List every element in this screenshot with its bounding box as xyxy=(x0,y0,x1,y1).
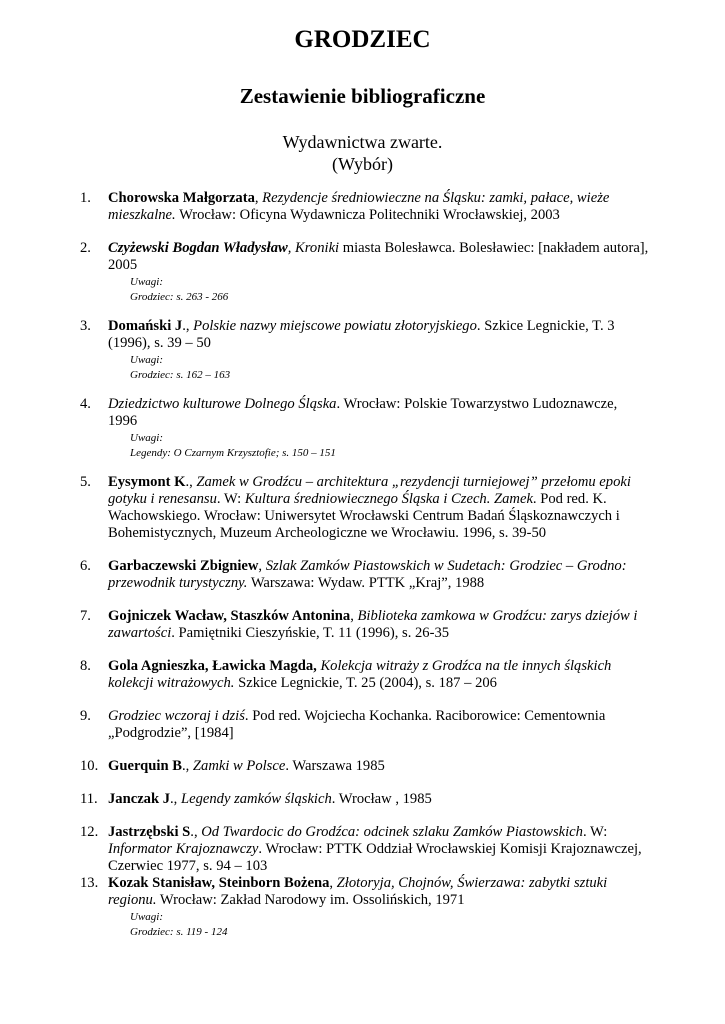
entry-number: 10. xyxy=(80,758,99,774)
entry-publication: . Pod red. Wojciecha Kochanka. Raciborowice: Cementownia „Podgrodzie”, [1984] xyxy=(108,708,606,741)
entry-note-text: Grodziec: s. 263 - 266 xyxy=(130,291,229,303)
entry-publication: Warszawa: Wydaw. PTTK „Kraj”, 1988 xyxy=(247,575,485,591)
entry-separator: ., xyxy=(190,824,202,840)
entry-author: Gola Agnieszka, Ławicka Magda, xyxy=(108,658,317,674)
entry-publication: . Wrocław: Polskie Towarzystwo Ludoznawcze, 1996 xyxy=(108,396,618,429)
entry-author: Garbaczewski Zbigniew xyxy=(108,558,259,574)
bibliography-entry xyxy=(80,318,650,382)
bibliography-list xyxy=(80,190,650,953)
bibliography-entry xyxy=(80,396,650,460)
entry-separator: ., xyxy=(185,474,197,490)
bibliography-entry xyxy=(80,758,650,775)
entry-publication: Szkice Legnickie, T. 25 (2004), s. 187 – 206 xyxy=(234,675,497,691)
bibliography-entry xyxy=(80,558,650,592)
entry-number: 11. xyxy=(80,791,98,807)
entry-container-title: Kultura średniowiecznego Śląska i Czech. Zamek xyxy=(244,491,533,507)
entry-separator-mid: . W: xyxy=(582,824,608,840)
entry-title: Grodziec wczoraj i dziś xyxy=(108,708,245,724)
entry-separator: , xyxy=(254,190,263,206)
entry-title: Zamki w Polsce xyxy=(192,758,286,774)
entry-title: Polskie nazwy miejscowe powiatu złotoryjskiego xyxy=(193,318,477,334)
entry-note-text: Grodziec: s. 162 – 163 xyxy=(130,369,231,381)
entry-number: 13. xyxy=(80,875,99,891)
entry-number: 8. xyxy=(80,658,91,674)
entry-number: 2. xyxy=(80,240,91,256)
entry-title: Kroniki xyxy=(295,240,340,256)
entry-title: Od Twardocic do Grodźca: odcinek szlaku Zamków Piastowskich xyxy=(201,824,583,840)
entry-number: 6. xyxy=(80,558,91,574)
entry-separator: , xyxy=(350,608,358,624)
entry-title: Złotoryja, Chojnów, Świerzawa: zabytki sztuki regionu. xyxy=(108,875,608,908)
entry-author: Domański J xyxy=(108,318,183,334)
entry-author-italic: Czyżewski Bogdan Władysław xyxy=(108,240,288,256)
entry-author: Kozak Stanisław, Steinborn Bożena xyxy=(108,875,330,891)
entry-separator: ., xyxy=(170,791,181,807)
entry-author: Janczak J xyxy=(108,791,171,807)
bibliography-entry xyxy=(80,474,650,542)
bibliography-entry xyxy=(80,240,650,304)
entry-title: Szlak Zamków Piastowskich w Sudetach: Grodziec – Grodno: przewodnik turystyczny. xyxy=(108,558,627,591)
entry-number: 1. xyxy=(80,190,91,206)
section-heading-line-1: Wydawnictwa zwarte. xyxy=(282,132,443,152)
entry-title: Biblioteka zamkowa w Grodźcu: zarys dziejów i zawartości xyxy=(108,608,638,641)
page-title: GRODZIEC xyxy=(294,26,431,53)
bibliography-entry xyxy=(80,824,650,875)
bibliography-entry xyxy=(80,791,650,808)
page-subtitle: Zestawienie bibliograficzne xyxy=(239,84,486,108)
entry-separator: , xyxy=(329,875,337,891)
bibliography-entry xyxy=(80,875,650,939)
entry-separator: ., xyxy=(181,758,193,774)
entry-note-text: Legendy: O Czarnym Krzysztofie; s. 150 – 151 xyxy=(130,447,336,459)
entry-author: Guerquin B xyxy=(108,758,182,774)
entry-author: Eysymont K xyxy=(108,474,186,490)
entry-note-text: Grodziec: s. 119 - 124 xyxy=(130,926,228,938)
section-heading-line-2: (Wybór) xyxy=(332,154,393,174)
entry-container-title: Informator Krajoznawczy xyxy=(108,841,259,857)
entry-publication: . Wrocław , 1985 xyxy=(331,791,432,807)
entry-number: 4. xyxy=(80,396,91,412)
entry-title: Dziedzictwo kulturowe Dolnego Śląska xyxy=(108,396,337,412)
entry-publication: . Pod red. K. Wachowskiego. Wrocław: Uniwersytet Wrocławski Centrum Badań Śląskoznawczych i Bohemistycznych, Muzeum Archeologiczne we Wrocławiu. 1996, s. 39-50 xyxy=(108,491,620,541)
entry-number: 3. xyxy=(80,318,91,334)
entry-publication: . Warszawa 1985 xyxy=(285,758,385,774)
bibliography-entry xyxy=(80,708,650,742)
entry-separator: , xyxy=(258,558,266,574)
entry-note-label: Uwagi: xyxy=(130,432,163,444)
entry-title: Legendy zamków śląskich xyxy=(180,791,332,807)
entry-publication: . Szkice Legnickie, T. 3 (1996), s. 39 – 50 xyxy=(108,318,615,351)
entry-title: Rezydencje średniowieczne na Śląsku: zamki, pałace, wieże mieszkalne. xyxy=(108,190,610,223)
section-heading xyxy=(0,131,725,175)
entry-note-label: Uwagi: xyxy=(130,911,163,923)
entry-number: 7. xyxy=(80,608,91,624)
entry-separator: ., xyxy=(182,318,194,334)
entry-author: Chorowska Małgorzata xyxy=(108,190,255,206)
entry-author: Jastrzębski S xyxy=(108,824,191,840)
entry-publication: Wrocław: Zakład Narodowy im. Ossolińskich, 1971 xyxy=(156,892,465,908)
entry-note-label: Uwagi: xyxy=(130,276,163,288)
entry-publication: . Wrocław: PTTK Oddział Wrocławskiej Komisji Krajoznawczej, Czerwiec 1977, s. 94 – 103 xyxy=(108,841,642,874)
bibliography-entry xyxy=(80,190,650,224)
entry-title: Kolekcja witraży z Grodźca na tle innych śląskich kolekcji witrażowych. xyxy=(108,658,612,691)
entry-number: 12. xyxy=(80,824,99,840)
entry-note-label: Uwagi: xyxy=(130,354,163,366)
entry-separator-mid: . W: xyxy=(216,491,245,507)
entry-publication: . Pamiętniki Cieszyńskie, T. 11 (1996), s. 26-35 xyxy=(171,625,450,641)
entry-publication: miasta Bolesławca. Bolesławiec: [nakładem autora], 2005 xyxy=(108,240,649,273)
bibliography-entry xyxy=(80,658,650,692)
entry-author xyxy=(108,240,288,256)
entry-publication: Wrocław: Oficyna Wydawnicza Politechniki Wrocławskiej, 2003 xyxy=(175,207,560,223)
bibliography-entry xyxy=(80,608,650,642)
entry-author: Gojniczek Wacław, Staszków Antonina xyxy=(108,608,351,624)
entry-number: 5. xyxy=(80,474,91,490)
entry-number: 9. xyxy=(80,708,91,724)
entry-separator: , xyxy=(287,240,296,256)
entry-title: Zamek w Grodźcu – architektura „rezydencji turniejowej” przełomu epoki gotyku i renesansu xyxy=(108,474,631,507)
